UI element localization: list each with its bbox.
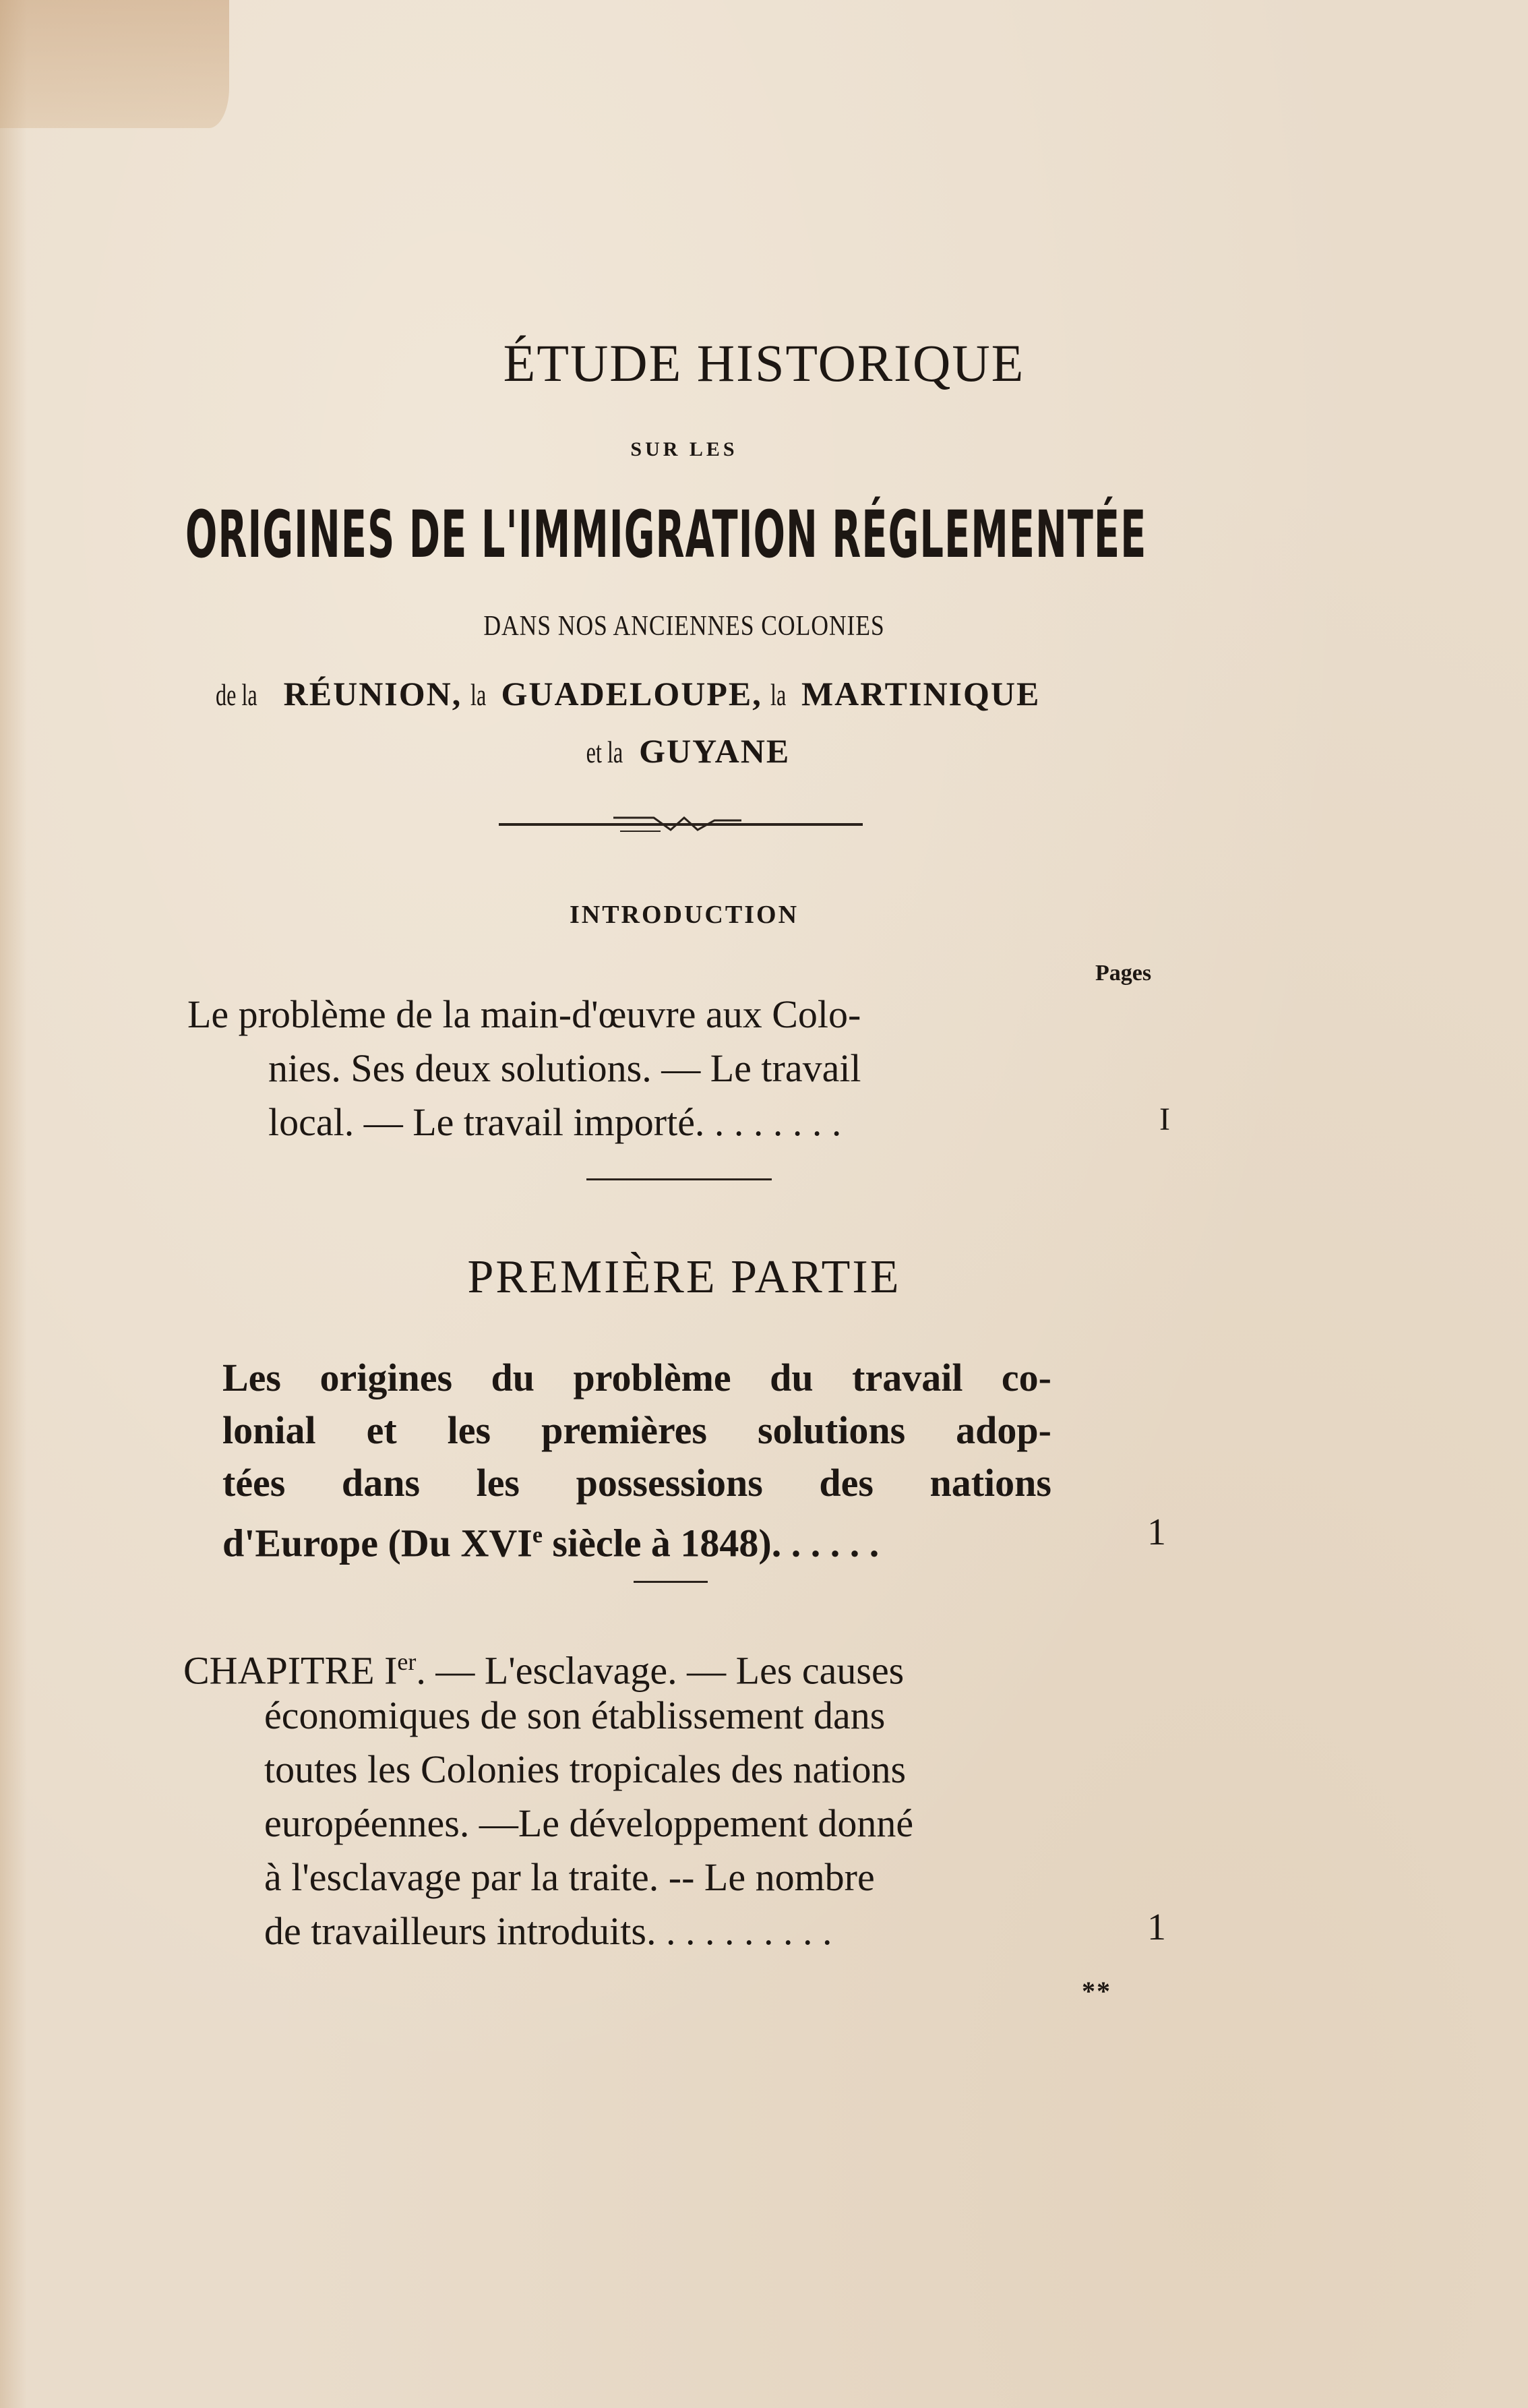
premiere-partie-heading: PREMIÈRE PARTIE (467, 1251, 901, 1303)
partie-line-1: Les origines du problème du travail co- (222, 1356, 1051, 1399)
section-rule-1 (586, 1178, 772, 1180)
chapitre-line-2: économiques de son établissement dans (264, 1693, 886, 1737)
premiere-partie-summary (222, 1352, 1051, 1569)
places-et-la: et la (586, 735, 623, 769)
place-guadeloupe: GUADELOUPE, (501, 675, 762, 713)
partie-page-number: 1 (1147, 1511, 1166, 1553)
places-la-2: la (770, 678, 787, 712)
intro-page-number: I (1159, 1102, 1170, 1137)
place-martinique: MARTINIQUE (801, 675, 1041, 713)
chapitre-line-1b: . — L'esclavage. — Les causes (416, 1648, 905, 1693)
section-rule-2 (634, 1581, 708, 1583)
introduction-heading: INTRODUCTION (569, 901, 799, 929)
chapitre-page-number: 1 (1147, 1906, 1166, 1948)
intro-line-2: nies. Ses deux solutions. — Le travail (268, 1046, 861, 1090)
signature-mark: ** (1082, 1976, 1111, 2006)
title-main: ORIGINES DE L'IMMIGRATION RÉGLEMENTÉE (185, 497, 1147, 572)
partie-line-2: lonial et les premières solutions adop- (222, 1408, 1051, 1452)
title-dans-nos-colonies: DANS NOS ANCIENNES COLONIES (483, 611, 885, 642)
intro-line-3: local. — Le travail importé. . . . . . . . (268, 1100, 842, 1144)
partie-line-3: tées dans les possessions des nations (222, 1461, 1051, 1505)
pages-label: Pages (1095, 961, 1152, 986)
title-places-line2 (0, 731, 1368, 771)
partie-line-4 (222, 1509, 1051, 1569)
places-la-1: la (470, 678, 487, 712)
partie-line-4-sup: e (532, 1523, 543, 1548)
title-sur-les: SUR LES (630, 438, 738, 460)
chapitre-line-5: à l'esclavage par la traite. -- Le nombre (264, 1855, 875, 1899)
partie-line-4a: d'Europe (Du XVI (222, 1521, 532, 1565)
paper-stain (0, 0, 229, 128)
places-prefix: de la (216, 678, 257, 712)
title-places-line1 (216, 674, 1159, 713)
place-guyane: GUYANE (639, 732, 791, 770)
chapitre-line-3: toutes les Colonies tropicales des nations (264, 1747, 907, 1791)
ornament-divider (499, 812, 863, 839)
chapitre-label: CHAPITRE I (183, 1648, 398, 1693)
chapitre-line-6: de travailleurs introduits. . . . . . . . . . (264, 1909, 832, 1953)
intro-line-1: Le problème de la main-d'œuvre aux Colo- (187, 992, 861, 1036)
chapitre-sup: er (397, 1648, 417, 1675)
place-reunion: RÉUNION, (283, 675, 462, 713)
title-etude-historique: ÉTUDE HISTORIQUE (503, 334, 1025, 392)
partie-line-4b: siècle à 1848). . . . . . (542, 1521, 880, 1565)
chapitre-line-4: européennes. —Le développement donné (264, 1801, 914, 1845)
